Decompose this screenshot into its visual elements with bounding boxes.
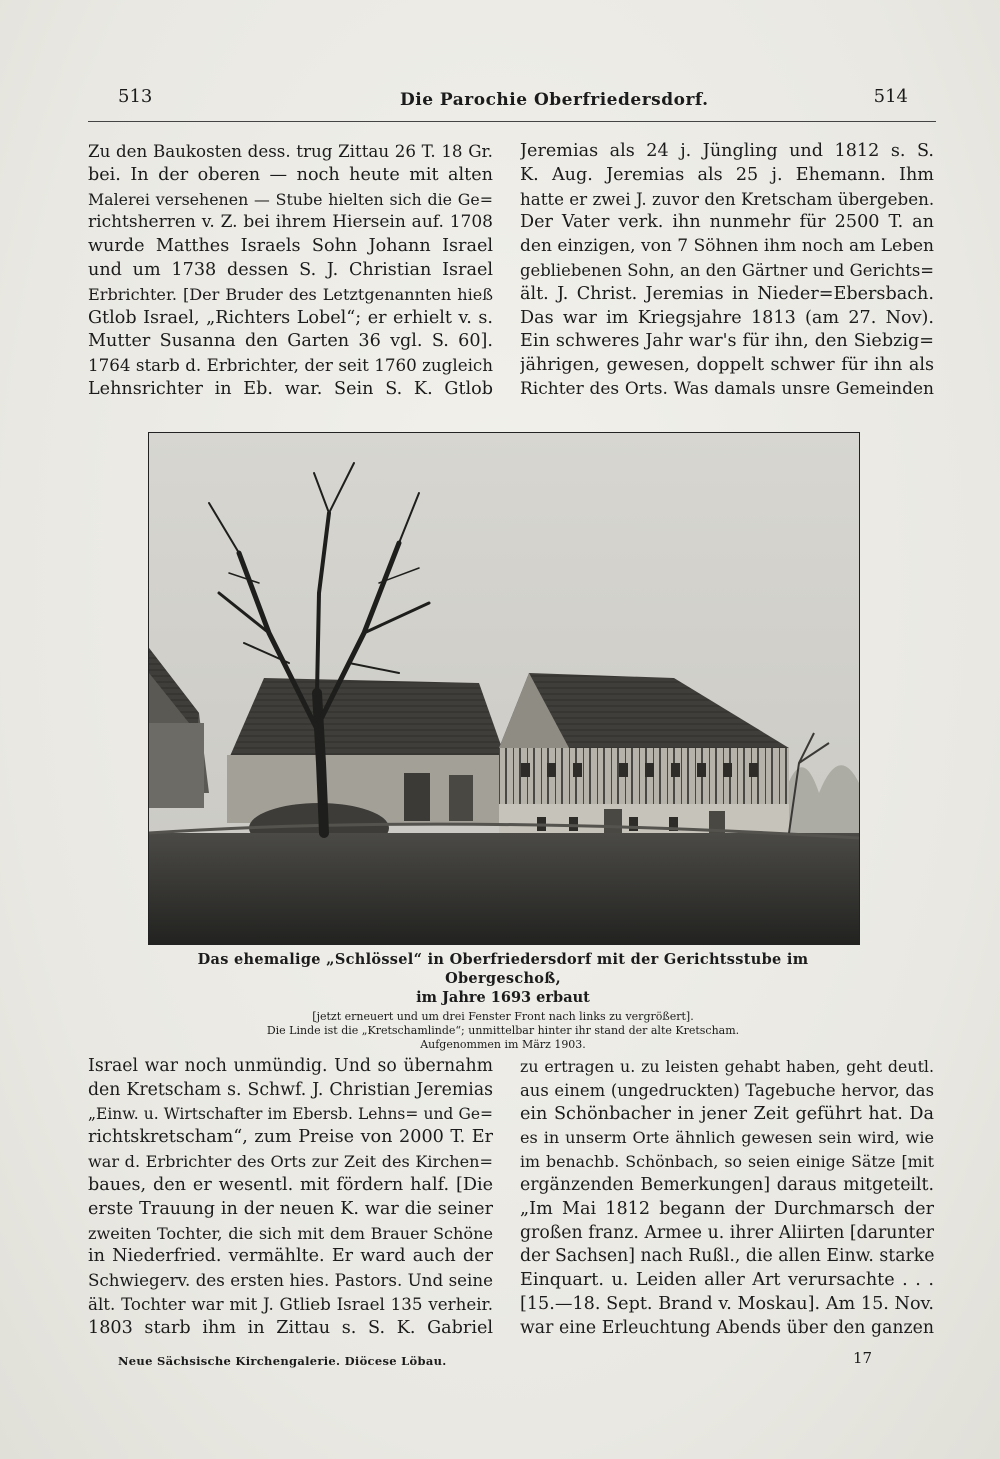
text-line: im benachb. Schönbach, so seien einige Sätze [mit	[520, 1152, 934, 1172]
text-line: Erbrichter. [Der Bruder des Letztgenannten hieß	[88, 284, 493, 304]
text-line: Das war im Kriegsjahre 1813 (am 27. Nov).	[520, 307, 934, 328]
text-line: es in unserm Orte ähnlich gewesen sein wird, wie	[520, 1128, 934, 1148]
text-line: der Sachsen] nach Rußl., die allen Einw. starke	[520, 1246, 934, 1267]
text-line: hatte er zwei J. zuvor den Kretscham übergeben.	[520, 188, 934, 209]
text-line: richtsherren v. Z. bei ihrem Hiersein auf. 1708	[88, 212, 493, 233]
column-bottom-right	[520, 1055, 934, 1341]
text-line: ein Schönbacher in jener Zeit geführt hat. Da	[520, 1103, 934, 1124]
publication-footer: Neue Sächsische Kirchengalerie. Diöcese Löbau.	[118, 1354, 447, 1368]
text-line: Gtlob Israel, „Richters Lobel“; er erhielt v. s.	[88, 307, 493, 328]
text-line: Richter des Orts. Was damals unsre Gemeinden	[520, 378, 934, 399]
header-rule	[88, 121, 936, 122]
text-line: Jeremias als 24 j. Jüngling und 1812 s. S.	[520, 141, 934, 161]
caption-note: [jetzt erneuert und um drei Fenster Front nach links zu vergrößert].	[312, 1010, 694, 1023]
text-line: ält. Tochter war mit J. Gtlieb Israel 135 verheir.	[88, 1293, 493, 1314]
text-line: Ein schweres Jahr war's für ihn, den Siebzig=	[520, 331, 934, 352]
text-line: aus einem (ungedruckten) Tagebuche hervor, das	[520, 1080, 934, 1100]
text-line: und um 1738 dessen S. J. Christian Israel	[88, 259, 493, 280]
column-top-right	[520, 140, 934, 402]
text-line: bei. In der oberen — noch heute mit alten	[88, 164, 493, 185]
text-line: [15.—18. Sept. Brand v. Moskau]. Am 15. Nov.	[520, 1293, 934, 1314]
text-line: den einzigen, von 7 Söhnen ihm noch am Leben	[520, 236, 934, 257]
text-line: ält. J. Christ. Jeremias in Nieder=Ebersbach.	[520, 283, 934, 304]
text-line: in Niederfried. vermählte. Er ward auch der	[88, 1246, 493, 1267]
column-top-left	[88, 140, 493, 402]
page-number-left: 513	[118, 86, 153, 107]
text-line: Israel war noch unmündig. Und so übernahm	[88, 1056, 493, 1076]
text-line: „Einw. u. Wirtschafter im Ebersb. Lehns= und Ge=	[88, 1104, 493, 1123]
signature-mark: 17	[853, 1349, 873, 1367]
text-line: den Kretscham s. Schwf. J. Christian Jeremias	[88, 1079, 493, 1100]
text-line: Lehnsrichter in Eb. war. Sein S. K. Gtlob	[88, 378, 493, 399]
text-line: Malerei versehenen — Stube hielten sich die Ge=	[88, 189, 493, 209]
text-line: richtskretscham“, zum Preise von 2000 T. Er	[88, 1127, 493, 1148]
text-line: 1764 starb d. Erbrichter, der seit 1760 zugleich	[88, 355, 493, 376]
text-line: Schwiegerv. des ersten hies. Pastors. Und seine	[88, 1270, 493, 1291]
text-line: baues, den er wesentl. mit fördern half. [Die	[88, 1174, 493, 1195]
text-line: Einquart. u. Leiden aller Art verursachte . . .	[520, 1270, 934, 1291]
text-line: großen franz. Armee u. ihrer Aliirten [darunter	[520, 1222, 934, 1243]
page-number-right: 514	[873, 86, 908, 107]
caption-note: Die Linde ist die „Kretschamlinde“; unmittelbar hinter ihr stand der alte Kretscham.	[266, 1024, 740, 1037]
text-line: jährigen, gewesen, doppelt schwer für ihn als	[520, 355, 934, 376]
farmhouse-photo-illustration	[149, 433, 859, 944]
text-line: „Im Mai 1812 begann der Durchmarsch der	[520, 1198, 934, 1219]
caption-title: Das ehemalige „Schlössel“ in Oberfriedersdorf mit der Gerichtsstube im Obergeschoß,	[197, 951, 809, 987]
text-line: gebliebenen Sohn, an den Gärtner und Gerichts=	[520, 260, 934, 280]
text-line: zu ertragen u. zu leisten gehabt haben, geht deutl.	[520, 1057, 934, 1076]
text-line: Mutter Susanna den Garten 36 vgl. S. 60].	[88, 331, 493, 352]
column-bottom-left	[88, 1055, 493, 1341]
text-line: erste Trauung in der neuen K. war die seiner	[88, 1198, 493, 1219]
text-line: war eine Erleuchtung Abends über den ganzen	[520, 1317, 934, 1338]
page-header	[118, 86, 908, 112]
text-line: wurde Matthes Israels Sohn Johann Israel	[88, 236, 493, 257]
running-title: Die Parochie Oberfriedersdorf.	[400, 90, 709, 110]
caption-date: Aufgenommen im März 1903.	[420, 1038, 586, 1051]
text-line: war d. Erbrichter des Orts zur Zeit des Kirchen=	[88, 1152, 493, 1172]
historic-photograph	[148, 432, 860, 945]
text-line: K. Aug. Jeremias als 25 j. Ehemann. Ihm	[520, 164, 934, 185]
text-line: ergänzenden Bemerkungen] daraus mitgeteilt.	[520, 1174, 934, 1195]
caption-subtitle: im Jahre 1693 erbaut	[416, 989, 590, 1006]
text-line: Der Vater verk. ihn nunmehr für 2500 T. an	[520, 212, 934, 233]
text-line: zweiten Tochter, die sich mit dem Brauer Schöne	[88, 1223, 493, 1243]
text-line: Zu den Baukosten dess. trug Zittau 26 T. 18 Gr.	[88, 141, 493, 161]
photo-caption	[150, 950, 856, 1052]
text-line: 1803 starb ihm in Zittau s. S. K. Gabriel	[88, 1317, 493, 1338]
